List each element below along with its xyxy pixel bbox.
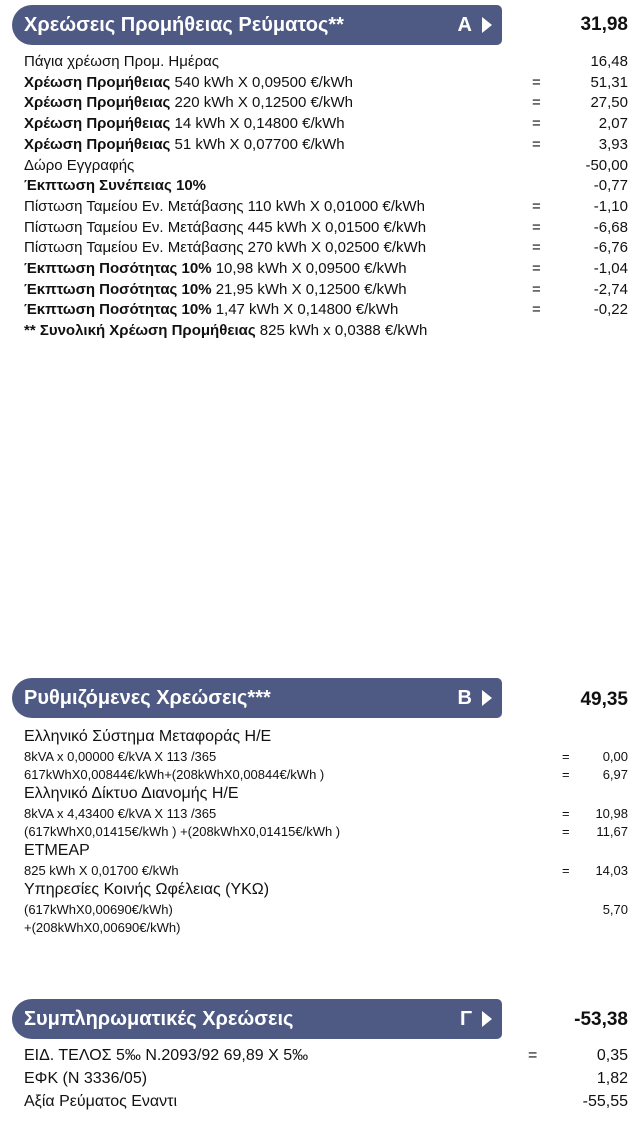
charge-group-heading — [24, 841, 628, 861]
section-b-total: 49,35 — [580, 689, 628, 710]
charge-label: Πάγια χρέωση Προμ. Ημέρας — [24, 53, 220, 70]
charge-row — [24, 918, 628, 938]
charge-row — [24, 1046, 628, 1066]
charge-label: Χρέωση Προμήθειας 51 kWh X 0,07700 €/kWh — [24, 136, 345, 153]
charge-row — [24, 93, 628, 113]
charge-label: Έκπτωση Ποσότητας 10% 1,47 kWh X 0,14800 €/kWh — [24, 301, 399, 318]
equals-sign: = — [532, 74, 541, 91]
charge-label: Πίστωση Ταμείου Εν. Μετάβασης 110 kWh X 0,01000 €/kWh — [24, 198, 425, 215]
equals-sign: = — [532, 136, 541, 153]
charge-amount: 0,35 — [596, 1047, 628, 1064]
charge-label: 617kWhX0,00844€/kWh+(208kWhX0,00844€/kWh ) — [24, 767, 325, 782]
equals-sign: = — [532, 115, 541, 132]
charge-amount: -1,04 — [593, 260, 628, 277]
charge-group-heading — [24, 880, 628, 900]
section-c-total: -53,38 — [574, 1009, 628, 1030]
charge-row — [24, 73, 628, 93]
equals-sign: = — [532, 219, 541, 236]
charge-row — [24, 765, 628, 785]
charge-label: Πίστωση Ταμείου Εν. Μετάβασης 270 kWh X 0,02500 €/kWh — [24, 239, 427, 256]
charge-row — [24, 804, 628, 824]
play-arrow-icon — [482, 1011, 492, 1027]
charge-amount: -6,76 — [593, 239, 628, 256]
equals-sign: = — [532, 239, 541, 256]
charge-label: Έκπτωση Ποσότητας 10% 10,98 kWh X 0,09500 €/kWh — [24, 260, 407, 277]
charge-amount: 2,07 — [598, 115, 628, 132]
charge-row — [24, 176, 628, 196]
equals-sign: = — [532, 281, 541, 298]
equals-sign: = — [562, 767, 570, 782]
charge-label: Ελληνικό Δίκτυο Διανομής Η/Ε — [24, 785, 239, 802]
equals-sign: = — [562, 806, 570, 821]
charge-group-heading — [24, 784, 628, 804]
play-arrow-icon — [482, 690, 492, 706]
charge-row — [24, 259, 628, 279]
equals-sign: = — [532, 301, 541, 318]
charge-amount: -0,22 — [593, 301, 628, 318]
charge-row — [24, 197, 628, 217]
section-b-title: Ρυθμιζόμενες Χρεώσεις*** — [24, 687, 271, 709]
charge-group-heading — [24, 727, 628, 747]
charge-label: Ελληνικό Σύστημα Μεταφοράς Η/Ε — [24, 728, 272, 745]
play-arrow-icon — [482, 17, 492, 33]
charge-label: +(208kWhX0,00690€/kWh) — [24, 920, 181, 935]
charge-row — [24, 135, 628, 155]
charge-amount: 3,93 — [598, 136, 628, 153]
charge-amount: 14,03 — [595, 863, 628, 878]
charge-amount: -50,00 — [585, 157, 628, 174]
section-b-header — [12, 678, 502, 718]
charge-amount: -2,74 — [593, 281, 628, 298]
charge-row — [24, 280, 628, 300]
section-c-header — [12, 999, 502, 1039]
charge-row — [24, 861, 628, 881]
section-c-title: Συμπληρωματικές Χρεώσεις — [24, 1008, 294, 1030]
charge-amount: 51,31 — [590, 74, 628, 91]
charge-row — [24, 114, 628, 134]
charge-label: 8kVA x 0,00000 €/kVA X 113 /365 — [24, 749, 217, 764]
charge-amount: 27,50 — [590, 94, 628, 111]
charge-amount: 0,00 — [602, 749, 628, 764]
charge-amount: 10,98 — [595, 806, 628, 821]
charge-row — [24, 156, 628, 176]
charge-label: ΕΤΜΕΑΡ — [24, 842, 90, 859]
section-a-total: 31,98 — [580, 14, 628, 35]
charge-amount: 1,82 — [596, 1070, 628, 1087]
section-b-letter: Β — [457, 687, 472, 709]
equals-sign: = — [532, 260, 541, 277]
charge-row — [24, 52, 628, 72]
charge-label: ΕΙΔ. ΤΕΛΟΣ 5‰ Ν.2093/92 69,89 X 5‰ — [24, 1047, 309, 1064]
charge-label: 825 kWh X 0,01700 €/kWh — [24, 863, 179, 878]
charge-label: Πίστωση Ταμείου Εν. Μετάβασης 445 kWh X 0,01500 €/kWh — [24, 219, 427, 236]
charge-amount: -0,77 — [593, 177, 628, 194]
charge-label: (617kWhX0,01415€/kWh ) +(208kWhX0,01415€/kWh ) — [24, 824, 341, 839]
charge-row — [24, 300, 628, 320]
charge-label: ΕΦΚ (Ν 3336/05) — [24, 1070, 148, 1087]
charge-label: ** Συνολική Χρέωση Προμήθειας 825 kWh x 0,0388 €/kWh — [24, 322, 428, 339]
equals-sign: = — [528, 1047, 538, 1064]
charge-row — [24, 822, 628, 842]
charge-row — [24, 900, 628, 920]
charge-row — [24, 218, 628, 238]
charge-amount: 16,48 — [590, 53, 628, 70]
charge-label: Έκπτωση Ποσότητας 10% 21,95 kWh X 0,12500 €/kWh — [24, 281, 407, 298]
charge-amount: -6,68 — [593, 219, 628, 236]
charge-label: Αξία Ρεύματος Εναντι — [24, 1093, 178, 1110]
total-supply-note — [24, 321, 628, 341]
charge-label: Χρέωση Προμήθειας 540 kWh X 0,09500 €/kWh — [24, 74, 353, 91]
section-a-header — [12, 5, 502, 45]
equals-sign: = — [562, 824, 570, 839]
charge-label: Χρέωση Προμήθειας 14 kWh X 0,14800 €/kWh — [24, 115, 345, 132]
charge-label: Υπηρεσίες Κοινής Ωφέλειας (ΥΚΩ) — [24, 881, 270, 898]
charge-label: (617kWhX0,00690€/kWh) — [24, 902, 173, 917]
equals-sign: = — [532, 198, 541, 215]
equals-sign: = — [562, 749, 570, 764]
charge-row — [24, 238, 628, 258]
section-c-letter: Γ — [459, 1008, 472, 1030]
charge-amount: 5,70 — [602, 902, 628, 917]
charge-label: Έκπτωση Συνέπειας 10% — [24, 177, 207, 194]
section-a-title: Χρεώσεις Προμήθειας Ρεύματος** — [24, 14, 344, 36]
charge-label: 8kVA x 4,43400 €/kVA X 113 /365 — [24, 806, 217, 821]
equals-sign: = — [562, 863, 570, 878]
charge-row — [24, 1092, 628, 1112]
charge-amount: -1,10 — [593, 198, 628, 215]
charge-row — [24, 1069, 628, 1089]
charge-amount: -55,55 — [582, 1093, 628, 1110]
section-a-letter: Α — [457, 14, 472, 36]
charge-amount: 6,97 — [602, 767, 628, 782]
charge-amount: 11,67 — [596, 824, 628, 839]
charge-row — [24, 747, 628, 767]
charge-label: Χρέωση Προμήθειας 220 kWh X 0,12500 €/kWh — [24, 94, 353, 111]
charge-label: Δώρο Εγγραφής — [24, 157, 135, 174]
equals-sign: = — [532, 94, 541, 111]
